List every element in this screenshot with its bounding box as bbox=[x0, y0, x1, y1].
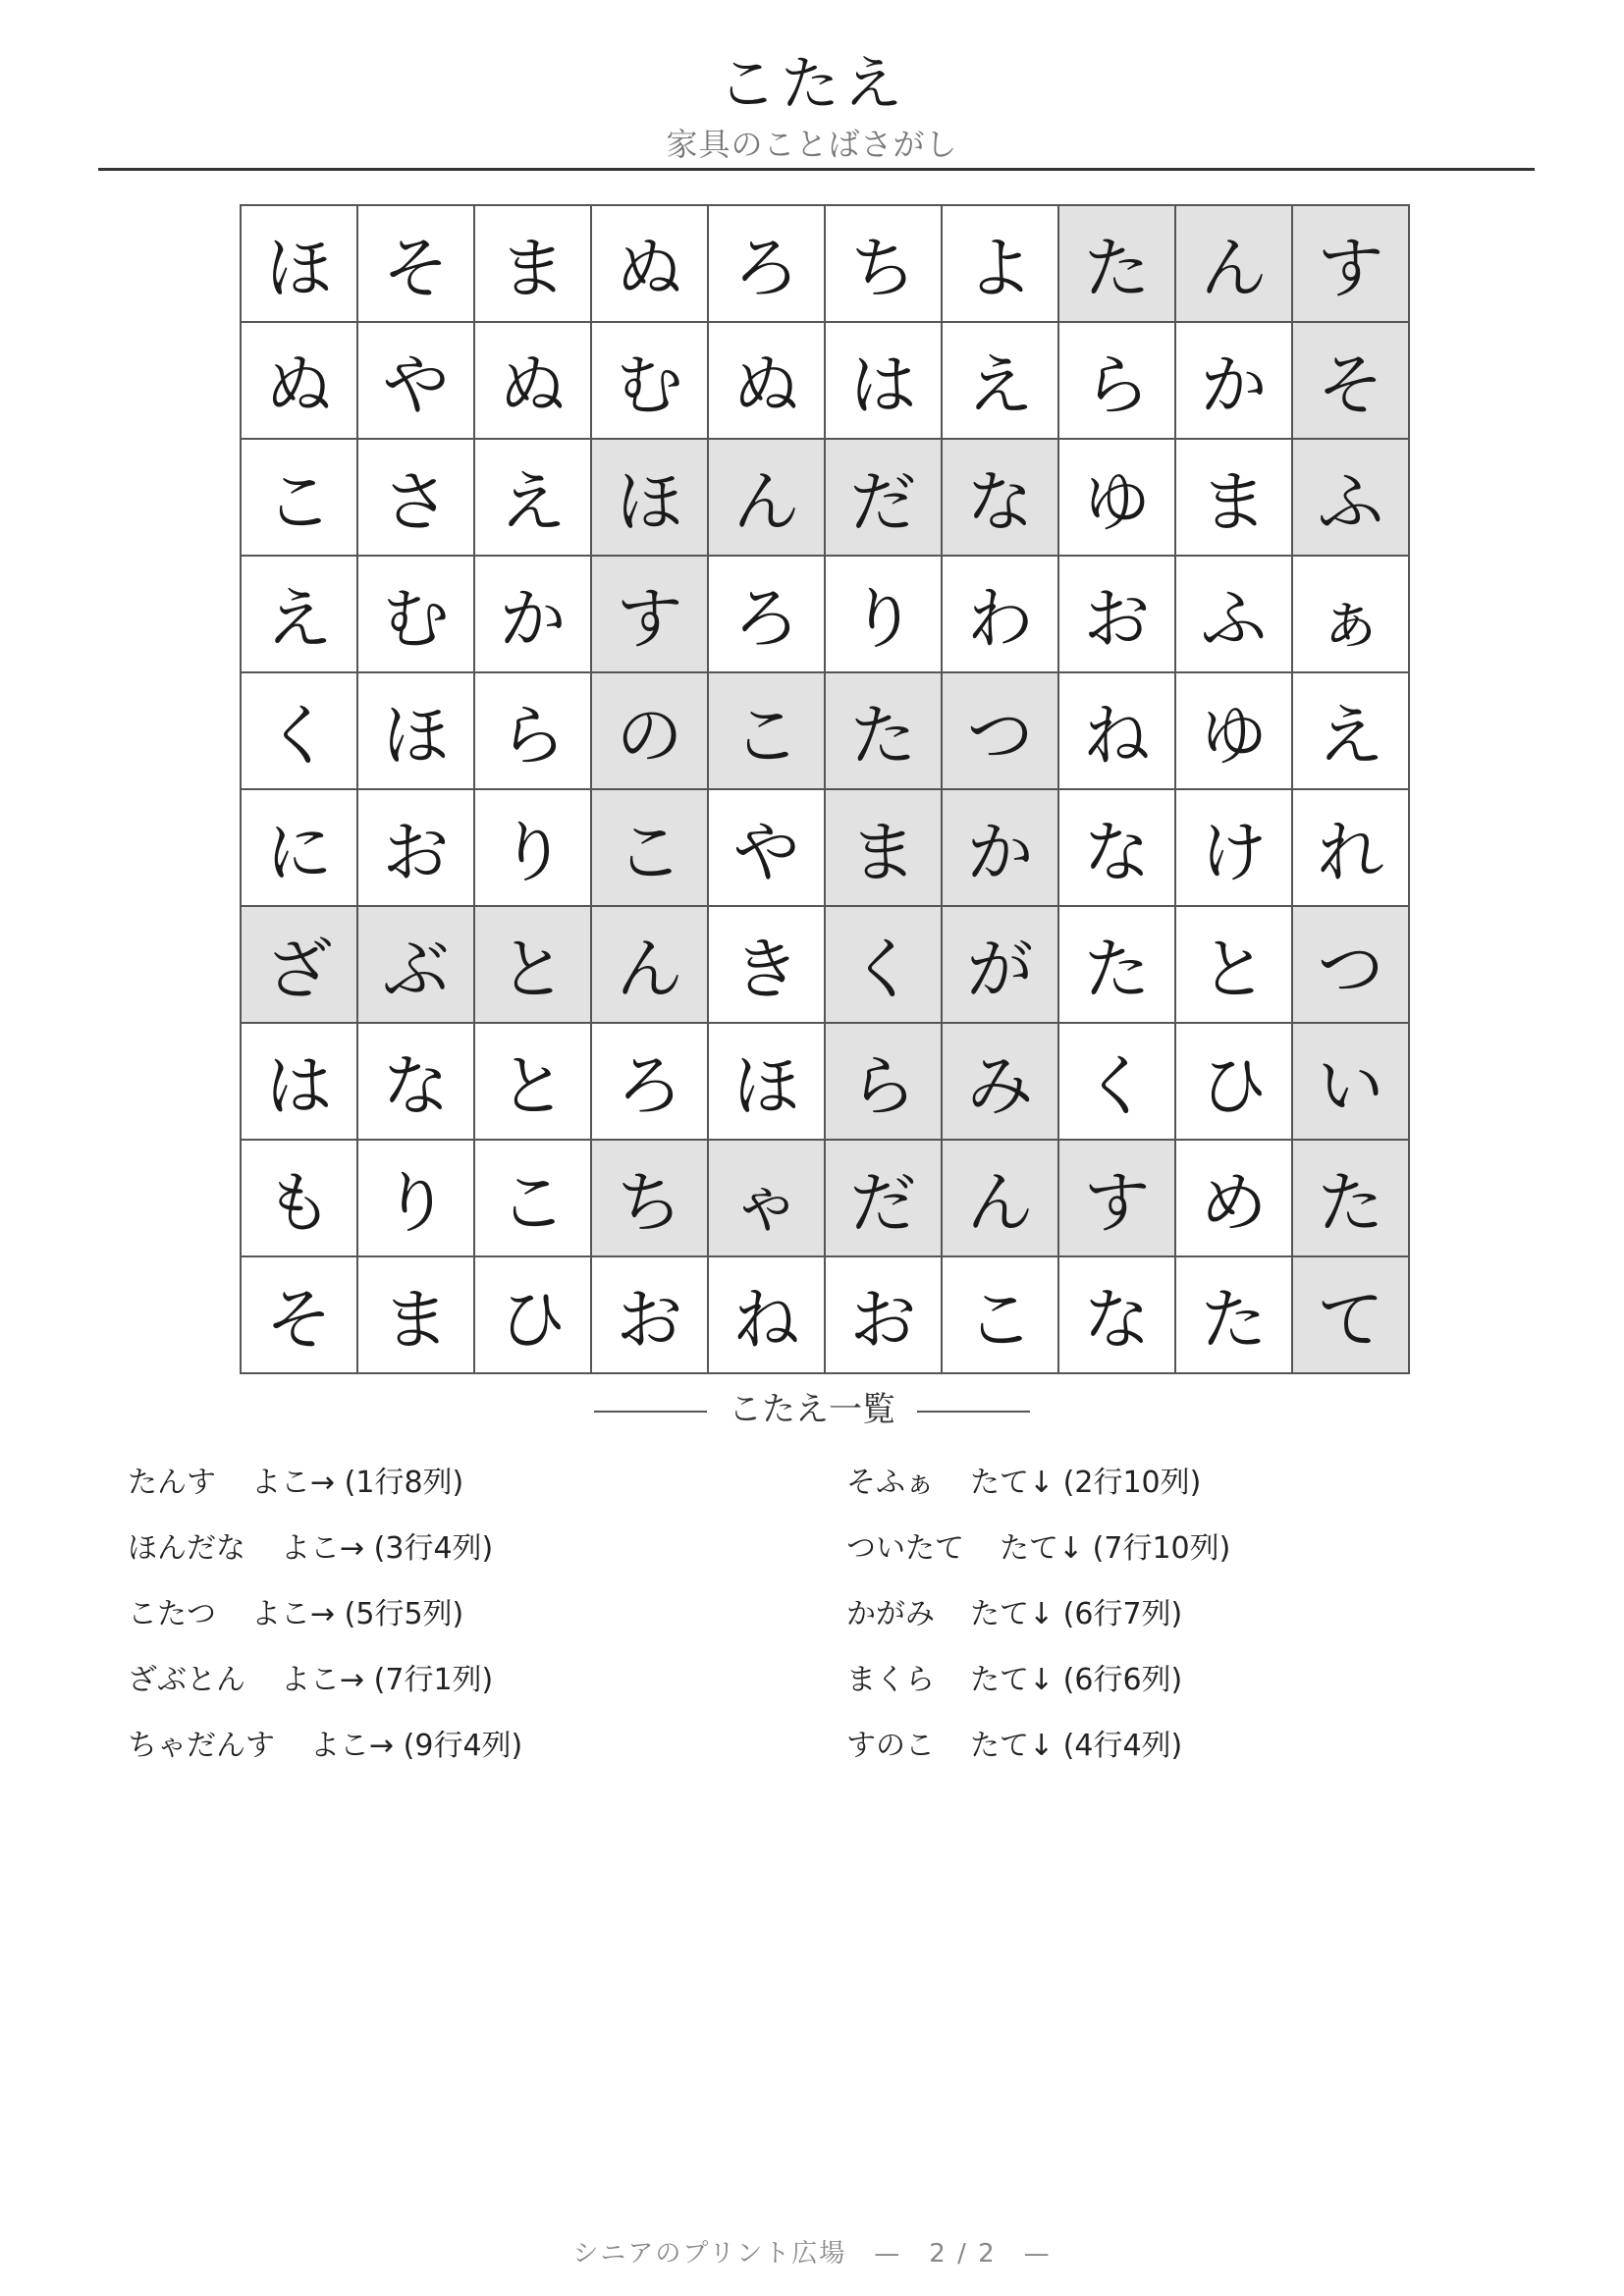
grid-cell: ひ bbox=[474, 1256, 591, 1373]
answer-item bbox=[846, 1721, 1230, 1787]
grid-cell: だ bbox=[825, 439, 942, 556]
grid-cell: つ bbox=[1292, 906, 1409, 1023]
grid-cell: ん bbox=[942, 1140, 1058, 1256]
answer-item bbox=[846, 1458, 1230, 1523]
grid-cell: こ bbox=[241, 439, 357, 556]
grid-cell: ほ bbox=[241, 205, 357, 322]
answer-position: たて↓ (4行4列) bbox=[970, 1729, 1183, 1763]
grid-row bbox=[241, 322, 1409, 439]
grid-cell: た bbox=[1058, 205, 1175, 322]
grid-cell: ま bbox=[474, 205, 591, 322]
grid-cell: ま bbox=[357, 1256, 474, 1373]
grid-cell: た bbox=[1058, 906, 1175, 1023]
grid-cell: え bbox=[1292, 672, 1409, 789]
grid-cell: ん bbox=[1175, 205, 1292, 322]
grid-cell: そ bbox=[357, 205, 474, 322]
grid-cell: え bbox=[942, 322, 1058, 439]
grid-cell: ろ bbox=[708, 556, 825, 672]
grid-cell: と bbox=[474, 906, 591, 1023]
answer-item bbox=[128, 1655, 522, 1721]
grid-cell: お bbox=[825, 1256, 942, 1373]
grid-cell: な bbox=[357, 1023, 474, 1140]
answer-item bbox=[128, 1458, 522, 1523]
answer-position: よこ→ (3行4列) bbox=[281, 1531, 494, 1566]
grid-cell: ゆ bbox=[1058, 439, 1175, 556]
grid-cell: や bbox=[708, 789, 825, 906]
answer-position: よこ→ (5行5列) bbox=[251, 1597, 464, 1631]
answer-position: たて↓ (6行6列) bbox=[970, 1663, 1183, 1697]
grid-cell: お bbox=[1058, 556, 1175, 672]
answer-word: ちゃだんす bbox=[128, 1729, 275, 1763]
answer-position: よこ→ (9行4列) bbox=[310, 1729, 523, 1763]
grid-cell: よ bbox=[942, 205, 1058, 322]
grid-cell: と bbox=[474, 1023, 591, 1140]
grid-row bbox=[241, 906, 1409, 1023]
answer-column-horizontal bbox=[128, 1458, 522, 1787]
answer-item bbox=[846, 1655, 1230, 1721]
grid-cell: か bbox=[474, 556, 591, 672]
answer-word: ついたて bbox=[846, 1531, 964, 1566]
grid-cell: ち bbox=[591, 1140, 708, 1256]
grid-cell: ち bbox=[825, 205, 942, 322]
grid-cell: の bbox=[591, 672, 708, 789]
grid-cell: ひ bbox=[1175, 1023, 1292, 1140]
answer-word: まくら bbox=[846, 1663, 935, 1697]
grid-cell: も bbox=[241, 1140, 357, 1256]
grid-cell: む bbox=[357, 556, 474, 672]
grid-row bbox=[241, 672, 1409, 789]
word-search-grid bbox=[240, 204, 1410, 1374]
grid-cell: か bbox=[942, 789, 1058, 906]
grid-cell: な bbox=[1058, 1256, 1175, 1373]
grid-cell: な bbox=[1058, 789, 1175, 906]
grid-cell: え bbox=[474, 439, 591, 556]
grid-cell: り bbox=[474, 789, 591, 906]
answer-list-heading bbox=[0, 1382, 1624, 1430]
answer-position: たて↓ (6行7列) bbox=[970, 1597, 1183, 1631]
grid-cell: ぶ bbox=[357, 906, 474, 1023]
grid-cell: ら bbox=[1058, 322, 1175, 439]
grid-cell: す bbox=[1292, 205, 1409, 322]
grid-cell: ほ bbox=[357, 672, 474, 789]
grid-cell: と bbox=[1175, 906, 1292, 1023]
grid-cell: ふ bbox=[1175, 556, 1292, 672]
grid-cell: な bbox=[942, 439, 1058, 556]
grid-cell: す bbox=[591, 556, 708, 672]
answer-position: たて↓ (2行10列) bbox=[970, 1466, 1202, 1500]
grid-cell: く bbox=[1058, 1023, 1175, 1140]
grid-cell: り bbox=[357, 1140, 474, 1256]
grid-cell: さ bbox=[357, 439, 474, 556]
answer-position: たて↓ (7行10列) bbox=[1000, 1531, 1231, 1566]
answer-word: そふぁ bbox=[846, 1466, 935, 1500]
grid-row bbox=[241, 556, 1409, 672]
grid-cell: ろ bbox=[591, 1023, 708, 1140]
grid-cell: だ bbox=[825, 1140, 942, 1256]
answer-word: ざぶとん bbox=[128, 1663, 245, 1697]
grid-cell: す bbox=[1058, 1140, 1175, 1256]
heading-line-left bbox=[594, 1411, 707, 1413]
title-divider bbox=[98, 168, 1535, 171]
grid-cell: つ bbox=[942, 672, 1058, 789]
answer-position: よこ→ (1行8列) bbox=[251, 1466, 464, 1500]
answer-column-vertical bbox=[846, 1458, 1230, 1787]
answer-item bbox=[128, 1523, 522, 1589]
grid-cell: て bbox=[1292, 1256, 1409, 1373]
grid-cell: こ bbox=[708, 672, 825, 789]
page-subtitle: 家具のことばさがし bbox=[666, 126, 958, 163]
answer-word: ほんだな bbox=[128, 1531, 245, 1566]
grid-cell: ぁ bbox=[1292, 556, 1409, 672]
grid-cell: ほ bbox=[591, 439, 708, 556]
grid-cell: お bbox=[591, 1256, 708, 1373]
grid-cell: ほ bbox=[708, 1023, 825, 1140]
grid-row bbox=[241, 1140, 1409, 1256]
grid-cell: こ bbox=[942, 1256, 1058, 1373]
grid-row bbox=[241, 205, 1409, 322]
answer-word: すのこ bbox=[846, 1729, 935, 1763]
grid-cell: こ bbox=[474, 1140, 591, 1256]
grid-cell: ゆ bbox=[1175, 672, 1292, 789]
grid-cell: ぬ bbox=[591, 205, 708, 322]
answer-item bbox=[128, 1589, 522, 1655]
grid-cell: に bbox=[241, 789, 357, 906]
grid-cell: ぬ bbox=[474, 322, 591, 439]
grid-cell: ま bbox=[1175, 439, 1292, 556]
answer-position: よこ→ (7行1列) bbox=[281, 1663, 494, 1697]
grid-cell: め bbox=[1175, 1140, 1292, 1256]
grid-cell: ね bbox=[1058, 672, 1175, 789]
grid-cell: わ bbox=[942, 556, 1058, 672]
grid-cell: り bbox=[825, 556, 942, 672]
answer-item bbox=[128, 1721, 522, 1787]
grid-cell: こ bbox=[591, 789, 708, 906]
grid-cell: ら bbox=[474, 672, 591, 789]
grid-cell: き bbox=[708, 906, 825, 1023]
answer-word: たんす bbox=[128, 1466, 216, 1500]
grid-row bbox=[241, 1256, 1409, 1373]
grid-cell: み bbox=[942, 1023, 1058, 1140]
grid-cell: ざ bbox=[241, 906, 357, 1023]
grid-cell: お bbox=[357, 789, 474, 906]
grid-cell: ま bbox=[825, 789, 942, 906]
grid-row bbox=[241, 439, 1409, 556]
grid-cell: そ bbox=[1292, 322, 1409, 439]
grid-row bbox=[241, 1023, 1409, 1140]
answer-word: こたつ bbox=[128, 1597, 216, 1631]
grid-cell: ん bbox=[591, 906, 708, 1023]
grid-cell: く bbox=[241, 672, 357, 789]
grid-cell: た bbox=[825, 672, 942, 789]
answer-item bbox=[846, 1523, 1230, 1589]
answer-item bbox=[846, 1589, 1230, 1655]
grid-cell: か bbox=[1175, 322, 1292, 439]
grid-cell: え bbox=[241, 556, 357, 672]
grid-cell: い bbox=[1292, 1023, 1409, 1140]
answer-list-title: こたえ一覧 bbox=[729, 1390, 895, 1429]
grid-cell: が bbox=[942, 906, 1058, 1023]
page-title: こたえ bbox=[718, 50, 906, 119]
grid-cell: ね bbox=[708, 1256, 825, 1373]
answer-word: かがみ bbox=[846, 1597, 935, 1631]
grid-cell: ふ bbox=[1292, 439, 1409, 556]
grid-cell: ろ bbox=[708, 205, 825, 322]
grid-cell: た bbox=[1292, 1140, 1409, 1256]
page-footer: シニアのプリント広場 — 2 / 2 — bbox=[572, 2239, 1052, 2269]
grid-cell: く bbox=[825, 906, 942, 1023]
grid-cell: ゃ bbox=[708, 1140, 825, 1256]
grid-cell: ぬ bbox=[241, 322, 357, 439]
grid-cell: む bbox=[591, 322, 708, 439]
grid-cell: そ bbox=[241, 1256, 357, 1373]
grid-cell: ら bbox=[825, 1023, 942, 1140]
grid-cell: け bbox=[1175, 789, 1292, 906]
grid-cell: れ bbox=[1292, 789, 1409, 906]
grid-cell: ぬ bbox=[708, 322, 825, 439]
grid-cell: は bbox=[825, 322, 942, 439]
grid-cell: は bbox=[241, 1023, 357, 1140]
grid-cell: や bbox=[357, 322, 474, 439]
heading-line-right bbox=[917, 1411, 1030, 1413]
grid-cell: ん bbox=[708, 439, 825, 556]
grid-row bbox=[241, 789, 1409, 906]
grid-cell: た bbox=[1175, 1256, 1292, 1373]
